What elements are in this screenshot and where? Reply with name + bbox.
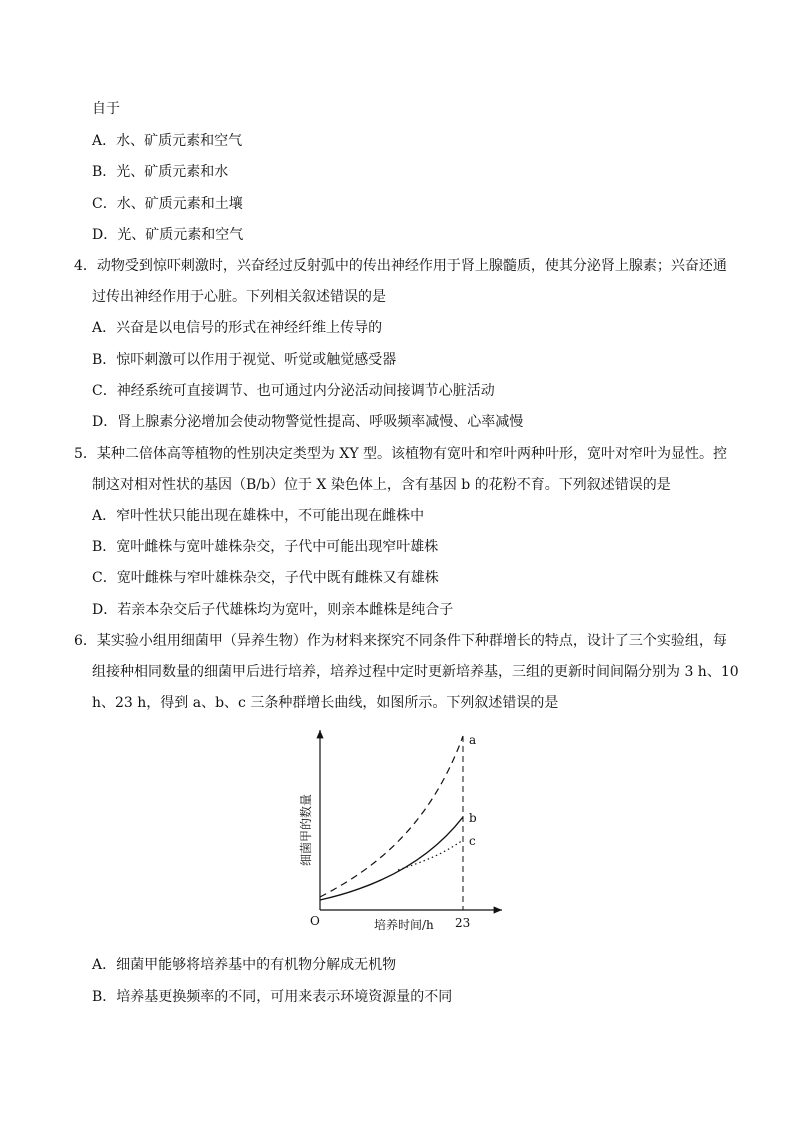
q4-option-a: A．兴奋是以电信号的形式在神经纤维上传导的 <box>92 320 383 336</box>
series-label-b: b <box>469 811 477 825</box>
growth-curve-chart <box>288 722 528 942</box>
q6-option-a: A．细菌甲能够将培养基中的有机物分解成无机物 <box>92 957 397 973</box>
series-label-a: a <box>469 733 477 747</box>
q5-option-a: A．窄叶性状只能出现在雄株中，不可能出现在雌株中 <box>92 508 425 524</box>
y-axis-label: 细菌甲的数量 <box>299 793 313 867</box>
q5-option-d: D．若亲本杂交后子代雄株均为宽叶，则亲本雌株是纯合子 <box>92 602 454 618</box>
q4-option-c: C．神经系统可直接调节、也可通过内分泌活动间接调节心脏活动 <box>92 383 495 399</box>
origin-label: O <box>310 914 320 928</box>
q3-stem-tail: 自于 <box>92 101 120 117</box>
q6-option-b: B．培养基更换频率的不同，可用来表示环境资源量的不同 <box>92 989 453 1005</box>
curve-a <box>320 736 463 897</box>
q4-stem-line2: 过传出神经作用于心脏。下列相关叙述错误的是 <box>92 289 386 305</box>
q6-stem-line3: h、23 h，得到 a、b、c 三条种群增长曲线，如图所示。下列叙述错误的是 <box>92 695 559 711</box>
q3-option-a: A．水、矿质元素和空气 <box>92 133 243 149</box>
q5-option-b: B．宽叶雌株与宽叶雄株杂交，子代中可能出现窄叶雄株 <box>92 539 439 555</box>
q4-option-d: D．肾上腺素分泌增加会使动物警觉性提高、呼吸频率减慢、心率减慢 <box>92 414 524 430</box>
q5-stem-line1: 5．某种二倍体高等植物的性别决定类型为 XY 型。该植物有宽叶和窄叶两种叶形，宽叶对窄叶为显性。控 <box>74 446 728 462</box>
q3-option-b: B．光、矿质元素和水 <box>92 164 229 180</box>
q3-option-d: D．光、矿质元素和空气 <box>92 227 244 243</box>
q6-stem-line1: 6．某实验小组用细菌甲（异养生物）作为材料来探究不同条件下种群增长的特点，设计了三个实验组，每 <box>74 633 727 649</box>
q6-stem-line2: 组接种相同数量的细菌甲后进行培养，培养过程中定时更新培养基，三组的更新时间间隔分别为 3 h、10 <box>92 664 739 680</box>
q4-option-b: B．惊吓刺激可以作用于视觉、听觉或触觉感受器 <box>92 352 397 368</box>
q4-stem-line1: 4．动物受到惊吓刺激时，兴奋经过反射弧中的传出神经作用于肾上腺髓质，使其分泌肾上腺素；兴奋还通 <box>74 258 727 274</box>
q5-option-c: C．宽叶雌株与窄叶雄株杂交，子代中既有雌株又有雄株 <box>92 570 439 586</box>
q5-stem-line2: 制这对相对性状的基因（B/b）位于 X 染色体上，含有基因 b 的花粉不育。下列叙述错误的是 <box>92 477 671 493</box>
q3-option-c: C．水、矿质元素和土壤 <box>92 196 243 212</box>
curve-b <box>320 817 463 900</box>
x-tick-label-23: 23 <box>455 916 471 930</box>
series-label-c: c <box>469 834 476 848</box>
x-axis-label: 培养时间/h <box>374 918 434 932</box>
